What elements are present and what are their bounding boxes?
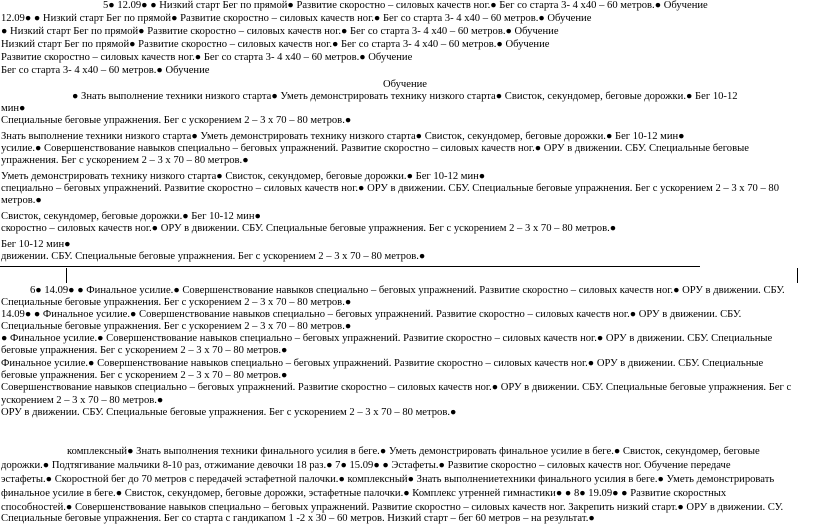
skills-line-12: Бег 10-12 мин● xyxy=(1,239,71,250)
lesson6-line-7: Финальное усилие.● Совершенствование навыков специально – беговых упражнений. Развитие скоростно – силовых качеств ног.● ОРУ в движении. СБУ. Специальные xyxy=(1,358,764,369)
skills-line-8: специально – беговых упражнений. Развитие скоростно – силовых качеств ног.● ОРУ в движении. СБУ. Специальные беговые упражнения. Бег с ускорением 2 – 3 х 70 – 80 xyxy=(1,183,780,194)
lesson5-line-4: Низкий старт Бег по прямой● Развитие скоростно – силовых качеств ног.● Бег со старта 3- 4 х40 – 60 метров.● Обучение xyxy=(1,39,550,50)
lesson6-line-2: Специальные беговые упражнения. Бег с ускорением 2 – 3 х 70 – 80 метров.● xyxy=(1,297,352,308)
section-heading: Обучение xyxy=(383,79,428,90)
table-column-divider xyxy=(66,268,67,283)
lesson8-line-3: Специальные беговые упражнения. Бег со старта с гандикапом 1 -2 х 30 – 60 метров. Низкий старт – бег 60 метров – на результат.● xyxy=(1,513,595,524)
lesson6-line-4: Специальные беговые упражнения. Бег с ускорением 2 – 3 х 70 – 80 метров.● xyxy=(1,321,352,332)
table-column-divider xyxy=(797,268,798,283)
lesson7-line-3: эстафеты.● Скоростной бег до 70 метров с передачей эстафетной палочки.● комплексный● Знать выполнениетехники финального усилия в беге.● Уметь демонстрировать xyxy=(1,474,775,485)
lesson6-line-9: Совершенствование навыков специально – беговых упражнений. Развитие скоростно – силовых качеств ног.● ОРУ в движении. СБУ. Специальные беговые упражнения. Бег с xyxy=(1,382,792,393)
lesson6-line-3: 14.09● ● Финальное усилие.● Совершенствование навыков специально – беговых упражнений. Развитие скоростно – силовых качеств ног.● ОРУ в движении. СБУ. xyxy=(1,309,742,320)
skills-line-2: мин● xyxy=(1,103,26,114)
skills-line-10: Свисток, секундомер, беговые дорожки.● Бег 10-12 мин● xyxy=(1,211,261,222)
skills-line-1: ● Знать выполнение техники низкого старта● Уметь демонстрировать технику низкого старта● Свисток, секундомер, беговые дорожки.● Бег 10-12 xyxy=(72,91,738,102)
lesson8-line-2: способностей.● Совершенствование навыков специально – беговых упражнений. Развитие скоростно – силовых качеств ног. Закрепить низкий старт.● ОРУ в движении. СУ. xyxy=(1,502,784,513)
skills-line-5: усилие.● Совершенствование навыков специально – беговых упражнений. Развитие скоростно – силовых качеств ног.● ОРУ в движении. СБУ. Специальные беговые xyxy=(1,143,749,154)
lesson6-line-1: 6● 14.09● ● Финальное усилие.● Совершенствование навыков специально – беговых упражнений. Развитие скоростно – силовых качеств ног.● ОРУ в движении. СБУ. xyxy=(30,285,785,296)
lesson5-line-6: Бег со старта 3- 4 х40 – 60 метров.● Обучение xyxy=(1,65,210,76)
lesson8-line-1: финальное усилие в беге.● Свисток, секундомер, беговые дорожки, эстафетные палочки.● Комплекс утренней гимнастики● ● 8● 19.09● ● Развитие скоростных xyxy=(1,488,727,499)
lesson6-line-6: беговые упражнения. Бег с ускорением 2 – 3 х 70 – 80 метров.● xyxy=(1,345,288,356)
skills-line-9: метров.● xyxy=(1,195,42,206)
skills-line-11: скоростно – силовых качеств ног.● ОРУ в движении. СБУ. Специальные беговые упражнения. Бег с ускорением 2 – 3 х 70 – 80 метров.● xyxy=(1,223,617,234)
lesson6-line-10: ускорением 2 – 3 х 70 – 80 метров.● xyxy=(1,395,164,406)
lesson6-line-5: ● Финальное усилие.● Совершенствование навыков специально – беговых упражнений. Развитие скоростно – силовых качеств ног.● ОРУ в движении. СБУ. Специальные xyxy=(1,333,773,344)
lesson5-line-1: 5● 12.09● ● Низкий старт Бег по прямой● Развитие скоростно – силовых качеств ног.● Бег со старта 3- 4 х40 – 60 метров.● Обучение xyxy=(103,0,708,11)
lesson6-line-11: ОРУ в движении. СБУ. Специальные беговые упражнения. Бег с ускорением 2 – 3 х 70 – 80 метров.● xyxy=(1,407,457,418)
lesson7-line-2: дорожки.● Подтягивание мальчики 8-10 раз, отжимание девочки 18 раз.● 7● 15.09● ● Эстафеты.● Развитие скоростно – силовых качеств ног. Обучение передаче xyxy=(1,460,731,471)
lesson5-line-5: Развитие скоростно – силовых качеств ног.● Бег со старта 3- 4 х40 – 60 метров.● Обучение xyxy=(1,52,413,63)
lesson5-line-2: 12.09● ● Низкий старт Бег по прямой● Развитие скоростно – силовых качеств ног.● Бег со старта 3- 4 х40 – 60 метров.● Обучение xyxy=(1,13,592,24)
skills-line-13: движении. СБУ. Специальные беговые упражнения. Бег с ускорением 2 – 3 х 70 – 80 метров.● xyxy=(1,251,426,262)
lesson5-line-3: ● Низкий старт Бег по прямой● Развитие скоростно – силовых качеств ног.● Бег со старта 3- 4 х40 – 60 метров.● Обучение xyxy=(1,26,559,37)
skills-line-3: Специальные беговые упражнения. Бег с ускорением 2 – 3 х 70 – 80 метров.● xyxy=(1,115,352,126)
table-border-line xyxy=(0,266,700,267)
lesson7-line-1: комплексный● Знать выполнения техники финального усилия в беге.● Уметь демонстрировать финальное усилие в беге.● Свисток, секундомер, беговые xyxy=(67,446,760,457)
skills-line-4: Знать выполнение техники низкого старта● Уметь демонстрировать технику низкого старта● Свисток, секундомер, беговые дорожки.● Бег 10-12 мин● xyxy=(1,131,685,142)
skills-line-7: Уметь демонстрировать технику низкого старта● Свисток, секундомер, беговые дорожки.● Бег 10-12 мин● xyxy=(1,171,486,182)
lesson6-line-8: беговые упражнения. Бег с ускорением 2 – 3 х 70 – 80 метров.● xyxy=(1,370,288,381)
skills-line-6: упражнения. Бег с ускорением 2 – 3 х 70 – 80 метров.● xyxy=(1,155,249,166)
